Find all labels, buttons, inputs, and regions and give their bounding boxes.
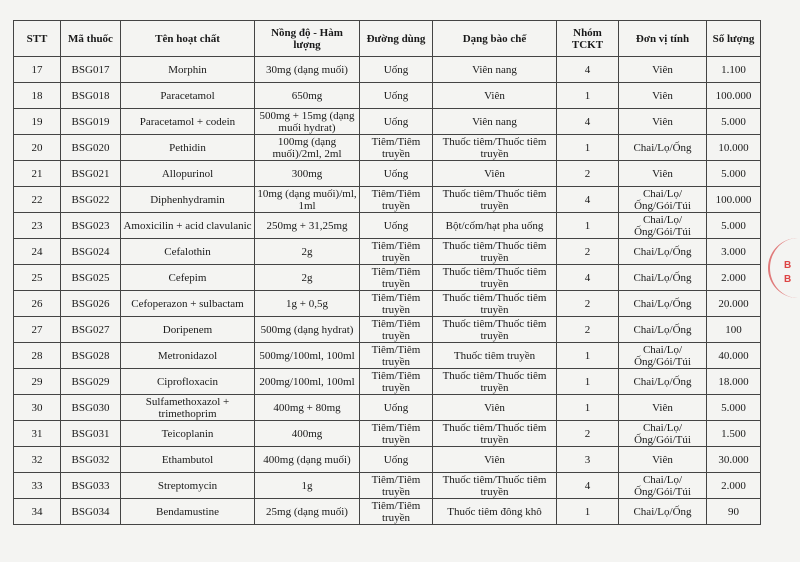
cell-stt: 25 [14, 265, 61, 291]
table-row [14, 499, 761, 525]
cell-ten-hoat-chat: Ethambutol [121, 447, 255, 473]
cell-nhom-tckt: 1 [557, 499, 619, 525]
cell-nong-do: 500mg + 15mg (dạng muối hydrat) [255, 109, 360, 135]
cell-don-vi-tinh: Chai/Lọ/Ống [619, 239, 707, 265]
cell-don-vi-tinh: Chai/Lọ/Ống/Gói/Túi [619, 343, 707, 369]
cell-don-vi-tinh: Chai/Lọ/Ống/Gói/Túi [619, 421, 707, 447]
cell-duong-dung: Tiêm/Tiêm truyền [360, 239, 433, 265]
cell-duong-dung: Uống [360, 395, 433, 421]
cell-don-vi-tinh: Viên [619, 161, 707, 187]
table-row [14, 343, 761, 369]
cell-ten-hoat-chat: Ciprofloxacin [121, 369, 255, 395]
cell-stt: 20 [14, 135, 61, 161]
cell-dang-bao-che: Viên nang [433, 57, 557, 83]
cell-nong-do: 400mg [255, 421, 360, 447]
cell-so-luong: 18.000 [707, 369, 761, 395]
cell-ten-hoat-chat: Diphenhydramin [121, 187, 255, 213]
cell-stt: 19 [14, 109, 61, 135]
cell-don-vi-tinh: Chai/Lọ/Ống/Gói/Túi [619, 187, 707, 213]
cell-nhom-tckt: 4 [557, 187, 619, 213]
red-stamp-fragment [768, 238, 800, 298]
header-ten-hoat-chat: Tên hoạt chất [121, 21, 255, 57]
cell-so-luong: 5.000 [707, 161, 761, 187]
cell-duong-dung: Tiêm/Tiêm truyền [360, 421, 433, 447]
table-row [14, 395, 761, 421]
cell-so-luong: 100 [707, 317, 761, 343]
cell-nong-do: 300mg [255, 161, 360, 187]
cell-ma-thuoc: BSG024 [61, 239, 121, 265]
cell-nong-do: 650mg [255, 83, 360, 109]
cell-ten-hoat-chat: Sulfamethoxazol + trimethoprim [121, 395, 255, 421]
cell-don-vi-tinh: Viên [619, 109, 707, 135]
cell-stt: 21 [14, 161, 61, 187]
cell-don-vi-tinh: Viên [619, 395, 707, 421]
cell-so-luong: 30.000 [707, 447, 761, 473]
cell-ma-thuoc: BSG025 [61, 265, 121, 291]
table-row [14, 447, 761, 473]
cell-stt: 24 [14, 239, 61, 265]
cell-ten-hoat-chat: Pethidin [121, 135, 255, 161]
table-header-row [14, 21, 761, 57]
table-row [14, 421, 761, 447]
cell-ma-thuoc: BSG027 [61, 317, 121, 343]
header-nhom-tckt: Nhóm TCKT [557, 21, 619, 57]
cell-nhom-tckt: 1 [557, 395, 619, 421]
cell-nong-do: 400mg (dạng muối) [255, 447, 360, 473]
table-row [14, 187, 761, 213]
table-row [14, 369, 761, 395]
cell-stt: 26 [14, 291, 61, 317]
cell-ten-hoat-chat: Paracetamol [121, 83, 255, 109]
cell-don-vi-tinh: Chai/Lọ/Ống [619, 317, 707, 343]
cell-dang-bao-che: Viên [433, 161, 557, 187]
header-nong-do: Nồng độ - Hàm lượng [255, 21, 360, 57]
cell-nong-do: 2g [255, 265, 360, 291]
document-page [13, 20, 761, 525]
cell-stt: 18 [14, 83, 61, 109]
cell-nong-do: 25mg (dạng muối) [255, 499, 360, 525]
cell-ma-thuoc: BSG021 [61, 161, 121, 187]
cell-nhom-tckt: 4 [557, 473, 619, 499]
drug-list-table [13, 20, 761, 525]
cell-so-luong: 5.000 [707, 395, 761, 421]
table-row [14, 291, 761, 317]
table-row [14, 161, 761, 187]
cell-don-vi-tinh: Chai/Lọ/Ống/Gói/Túi [619, 473, 707, 499]
cell-so-luong: 5.000 [707, 109, 761, 135]
cell-dang-bao-che: Viên [433, 83, 557, 109]
cell-dang-bao-che: Viên [433, 395, 557, 421]
cell-duong-dung: Tiêm/Tiêm truyền [360, 343, 433, 369]
cell-ma-thuoc: BSG019 [61, 109, 121, 135]
cell-nong-do: 250mg + 31,25mg [255, 213, 360, 239]
header-dang-bao-che: Dạng bào chế [433, 21, 557, 57]
cell-stt: 23 [14, 213, 61, 239]
stamp-letter: B [784, 260, 792, 271]
cell-duong-dung: Uống [360, 161, 433, 187]
cell-so-luong: 2.000 [707, 473, 761, 499]
cell-nong-do: 1g + 0,5g [255, 291, 360, 317]
cell-duong-dung: Tiêm/Tiêm truyền [360, 187, 433, 213]
cell-duong-dung: Tiêm/Tiêm truyền [360, 317, 433, 343]
cell-stt: 22 [14, 187, 61, 213]
cell-ma-thuoc: BSG030 [61, 395, 121, 421]
cell-dang-bao-che: Viên nang [433, 109, 557, 135]
cell-nhom-tckt: 2 [557, 161, 619, 187]
table-row [14, 83, 761, 109]
cell-nhom-tckt: 2 [557, 291, 619, 317]
cell-nhom-tckt: 3 [557, 447, 619, 473]
cell-dang-bao-che: Viên [433, 447, 557, 473]
table-row [14, 109, 761, 135]
cell-nhom-tckt: 1 [557, 213, 619, 239]
table-row [14, 135, 761, 161]
cell-nhom-tckt: 1 [557, 135, 619, 161]
cell-don-vi-tinh: Chai/Lọ/Ống [619, 369, 707, 395]
cell-stt: 31 [14, 421, 61, 447]
cell-ten-hoat-chat: Amoxicilin + acid clavulanic [121, 213, 255, 239]
cell-don-vi-tinh: Viên [619, 57, 707, 83]
cell-ten-hoat-chat: Paracetamol + codein [121, 109, 255, 135]
cell-ma-thuoc: BSG028 [61, 343, 121, 369]
cell-ten-hoat-chat: Teicoplanin [121, 421, 255, 447]
header-so-luong: Số lượng [707, 21, 761, 57]
cell-don-vi-tinh: Chai/Lọ/Ống [619, 499, 707, 525]
cell-stt: 28 [14, 343, 61, 369]
cell-duong-dung: Tiêm/Tiêm truyền [360, 499, 433, 525]
cell-so-luong: 20.000 [707, 291, 761, 317]
cell-ma-thuoc: BSG022 [61, 187, 121, 213]
cell-dang-bao-che: Thuốc tiêm/Thuốc tiêm truyền [433, 369, 557, 395]
cell-nong-do: 100mg (dạng muối)/2ml, 2ml [255, 135, 360, 161]
cell-dang-bao-che: Thuốc tiêm/Thuốc tiêm truyền [433, 421, 557, 447]
cell-ten-hoat-chat: Doripenem [121, 317, 255, 343]
table-row [14, 57, 761, 83]
cell-dang-bao-che: Thuốc tiêm/Thuốc tiêm truyền [433, 473, 557, 499]
cell-ma-thuoc: BSG029 [61, 369, 121, 395]
cell-nhom-tckt: 4 [557, 57, 619, 83]
cell-so-luong: 40.000 [707, 343, 761, 369]
cell-nong-do: 500mg/100ml, 100ml [255, 343, 360, 369]
cell-duong-dung: Uống [360, 57, 433, 83]
cell-stt: 29 [14, 369, 61, 395]
cell-so-luong: 10.000 [707, 135, 761, 161]
cell-don-vi-tinh: Chai/Lọ/Ống [619, 135, 707, 161]
cell-stt: 17 [14, 57, 61, 83]
cell-so-luong: 5.000 [707, 213, 761, 239]
table-row [14, 265, 761, 291]
cell-ten-hoat-chat: Cefalothin [121, 239, 255, 265]
cell-duong-dung: Tiêm/Tiêm truyền [360, 291, 433, 317]
table-row [14, 213, 761, 239]
cell-dang-bao-che: Thuốc tiêm/Thuốc tiêm truyền [433, 291, 557, 317]
cell-nhom-tckt: 2 [557, 317, 619, 343]
cell-nong-do: 2g [255, 239, 360, 265]
cell-duong-dung: Uống [360, 109, 433, 135]
cell-ma-thuoc: BSG032 [61, 447, 121, 473]
cell-dang-bao-che: Thuốc tiêm/Thuốc tiêm truyền [433, 239, 557, 265]
cell-nhom-tckt: 4 [557, 109, 619, 135]
cell-so-luong: 2.000 [707, 265, 761, 291]
stamp-letter: B [784, 274, 792, 285]
cell-so-luong: 1.500 [707, 421, 761, 447]
cell-ten-hoat-chat: Cefoperazon + sulbactam [121, 291, 255, 317]
header-stt: STT [14, 21, 61, 57]
cell-ma-thuoc: BSG023 [61, 213, 121, 239]
cell-nhom-tckt: 4 [557, 265, 619, 291]
cell-ma-thuoc: BSG031 [61, 421, 121, 447]
cell-dang-bao-che: Thuốc tiêm/Thuốc tiêm truyền [433, 265, 557, 291]
cell-nong-do: 500mg (dạng hydrat) [255, 317, 360, 343]
cell-duong-dung: Tiêm/Tiêm truyền [360, 473, 433, 499]
cell-dang-bao-che: Thuốc tiêm/Thuốc tiêm truyền [433, 187, 557, 213]
cell-ten-hoat-chat: Allopurinol [121, 161, 255, 187]
cell-nong-do: 400mg + 80mg [255, 395, 360, 421]
cell-duong-dung: Uống [360, 213, 433, 239]
cell-nhom-tckt: 2 [557, 239, 619, 265]
cell-duong-dung: Tiêm/Tiêm truyền [360, 369, 433, 395]
cell-so-luong: 100.000 [707, 187, 761, 213]
cell-nong-do: 30mg (dạng muối) [255, 57, 360, 83]
cell-ten-hoat-chat: Morphin [121, 57, 255, 83]
table-body [14, 57, 761, 525]
cell-ma-thuoc: BSG026 [61, 291, 121, 317]
table-row [14, 317, 761, 343]
header-duong-dung: Đường dùng [360, 21, 433, 57]
cell-dang-bao-che: Bột/cốm/hạt pha uống [433, 213, 557, 239]
cell-don-vi-tinh: Chai/Lọ/Ống/Gói/Túi [619, 213, 707, 239]
cell-duong-dung: Uống [360, 83, 433, 109]
cell-ma-thuoc: BSG020 [61, 135, 121, 161]
cell-ma-thuoc: BSG018 [61, 83, 121, 109]
header-don-vi-tinh: Đơn vị tính [619, 21, 707, 57]
table-row [14, 473, 761, 499]
cell-ten-hoat-chat: Metronidazol [121, 343, 255, 369]
cell-don-vi-tinh: Viên [619, 83, 707, 109]
cell-duong-dung: Tiêm/Tiêm truyền [360, 135, 433, 161]
cell-nhom-tckt: 1 [557, 83, 619, 109]
cell-stt: 34 [14, 499, 61, 525]
cell-ten-hoat-chat: Bendamustine [121, 499, 255, 525]
cell-dang-bao-che: Thuốc tiêm/Thuốc tiêm truyền [433, 135, 557, 161]
cell-duong-dung: Tiêm/Tiêm truyền [360, 265, 433, 291]
cell-dang-bao-che: Thuốc tiêm/Thuốc tiêm truyền [433, 317, 557, 343]
cell-nong-do: 10mg (dạng muối)/ml, 1ml [255, 187, 360, 213]
cell-ma-thuoc: BSG017 [61, 57, 121, 83]
header-ma-thuoc: Mã thuốc [61, 21, 121, 57]
cell-stt: 32 [14, 447, 61, 473]
cell-nhom-tckt: 1 [557, 369, 619, 395]
cell-so-luong: 100.000 [707, 83, 761, 109]
cell-ma-thuoc: BSG033 [61, 473, 121, 499]
cell-ten-hoat-chat: Cefepim [121, 265, 255, 291]
cell-dang-bao-che: Thuốc tiêm đông khô [433, 499, 557, 525]
cell-so-luong: 90 [707, 499, 761, 525]
cell-duong-dung: Uống [360, 447, 433, 473]
cell-stt: 33 [14, 473, 61, 499]
cell-nhom-tckt: 1 [557, 343, 619, 369]
cell-so-luong: 3.000 [707, 239, 761, 265]
cell-stt: 27 [14, 317, 61, 343]
cell-don-vi-tinh: Viên [619, 447, 707, 473]
cell-nong-do: 200mg/100ml, 100ml [255, 369, 360, 395]
cell-don-vi-tinh: Chai/Lọ/Ống [619, 265, 707, 291]
cell-don-vi-tinh: Chai/Lọ/Ống [619, 291, 707, 317]
table-row [14, 239, 761, 265]
cell-nhom-tckt: 2 [557, 421, 619, 447]
cell-ma-thuoc: BSG034 [61, 499, 121, 525]
cell-nong-do: 1g [255, 473, 360, 499]
cell-ten-hoat-chat: Streptomycin [121, 473, 255, 499]
cell-stt: 30 [14, 395, 61, 421]
cell-dang-bao-che: Thuốc tiêm truyền [433, 343, 557, 369]
cell-so-luong: 1.100 [707, 57, 761, 83]
